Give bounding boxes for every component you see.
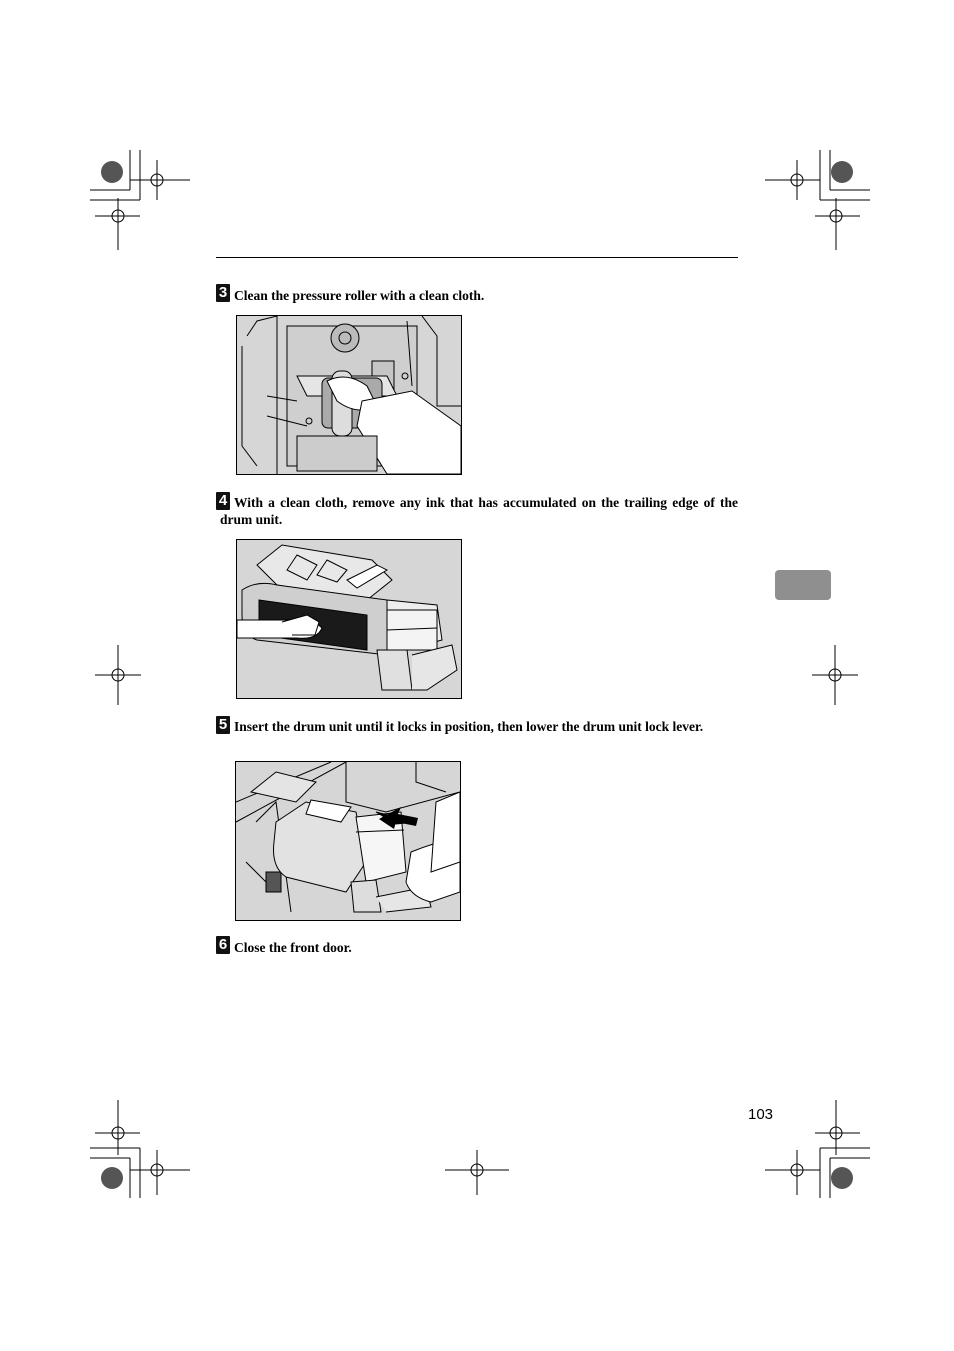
figure-drum-trailing-edge xyxy=(236,539,462,699)
crop-mark-top-right xyxy=(760,150,870,255)
illustration-insert-drum xyxy=(236,762,460,920)
crop-mark-bottom-center xyxy=(445,1150,510,1200)
crop-mark-top-left xyxy=(90,150,200,255)
step-3 xyxy=(216,284,738,304)
crop-mark-mid-left xyxy=(95,640,145,710)
figure-insert-drum xyxy=(235,761,461,921)
illustration-wipe-drum xyxy=(237,540,461,698)
header-rule xyxy=(216,257,738,258)
step-5 xyxy=(216,716,738,735)
crop-mark-bottom-left xyxy=(90,1100,200,1200)
step-text: Insert the drum unit until it locks in position, then lower the drum unit lock lever. xyxy=(234,719,704,734)
crop-mark-mid-right xyxy=(812,640,862,710)
step-number: 5 xyxy=(216,716,230,734)
step-text: Close the front door. xyxy=(234,940,352,955)
figure-pressure-roller xyxy=(236,315,462,475)
step-number: 3 xyxy=(216,284,230,302)
step-4 xyxy=(216,492,738,528)
chapter-tab xyxy=(775,570,831,600)
crop-mark-bottom-right xyxy=(760,1100,870,1200)
step-number: 6 xyxy=(216,936,230,954)
step-text: Clean the pressure roller with a clean cloth. xyxy=(234,288,485,303)
illustration-clean-roller xyxy=(237,316,461,474)
page-number: 103 xyxy=(748,1106,774,1123)
step-6 xyxy=(216,936,738,956)
step-number: 4 xyxy=(216,492,230,510)
step-text: With a clean cloth, remove any ink that has accumulated on the trailing edge of the drum unit. xyxy=(220,495,738,527)
